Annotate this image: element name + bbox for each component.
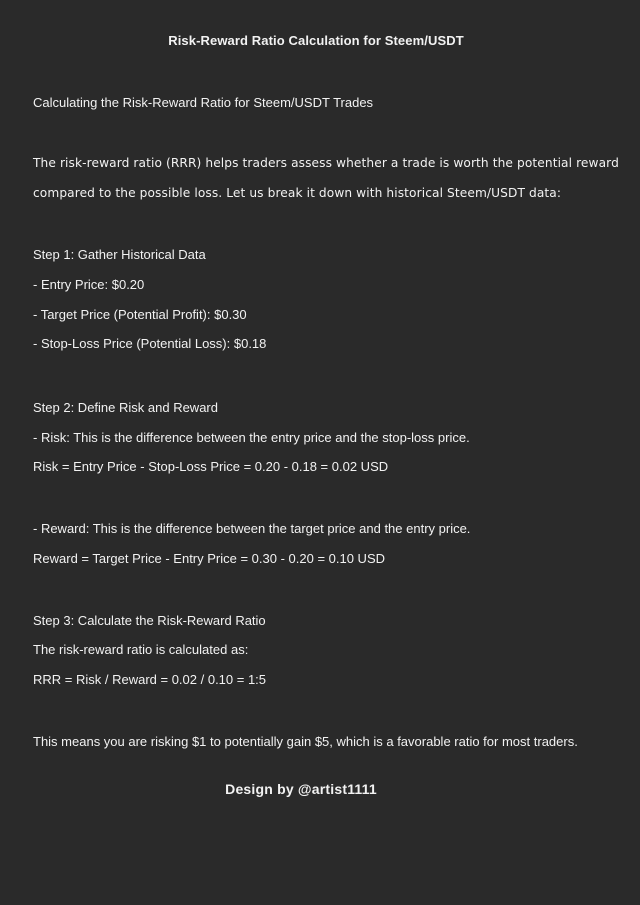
design-credit: Design by @artist1111 — [225, 781, 377, 797]
stop-loss-price: - Stop-Loss Price (Potential Loss): $0.18 — [33, 336, 267, 351]
entry-price: - Entry Price: $0.20 — [33, 277, 145, 292]
target-price: - Target Price (Potential Profit): $0.30 — [33, 307, 247, 322]
subtitle: Calculating the Risk-Reward Ratio for Steem/USDT Trades — [33, 95, 374, 110]
risk-calculation: Risk = Entry Price - Stop-Loss Price = 0.20 - 0.18 = 0.02 USD — [33, 459, 389, 474]
risk-definition: - Risk: This is the difference between the entry price and the stop-loss price. — [33, 430, 470, 445]
document-title: Risk-Reward Ratio Calculation for Steem/USDT — [168, 33, 464, 48]
step3-intro: The risk-reward ratio is calculated as: — [33, 642, 249, 657]
intro-paragraph: The risk-reward ratio (RRR) helps traders assess whether a trade is worth the potential reward compared to the possible loss. Let us break it down with historical Steem/USDT data: — [33, 156, 619, 200]
reward-definition: - Reward: This is the difference between the target price and the entry price. — [33, 521, 471, 536]
step1-heading: Step 1: Gather Historical Data — [33, 247, 206, 262]
step2-heading: Step 2: Define Risk and Reward — [33, 400, 218, 415]
reward-calculation: Reward = Target Price - Entry Price = 0.30 - 0.20 = 0.10 USD — [33, 551, 386, 566]
conclusion: This means you are risking $1 to potentially gain $5, which is a favorable ratio for most traders. — [33, 734, 578, 749]
step3-heading: Step 3: Calculate the Risk-Reward Ratio — [33, 613, 266, 628]
rrr-formula: RRR = Risk / Reward = 0.02 / 0.10 = 1:5 — [33, 672, 267, 687]
